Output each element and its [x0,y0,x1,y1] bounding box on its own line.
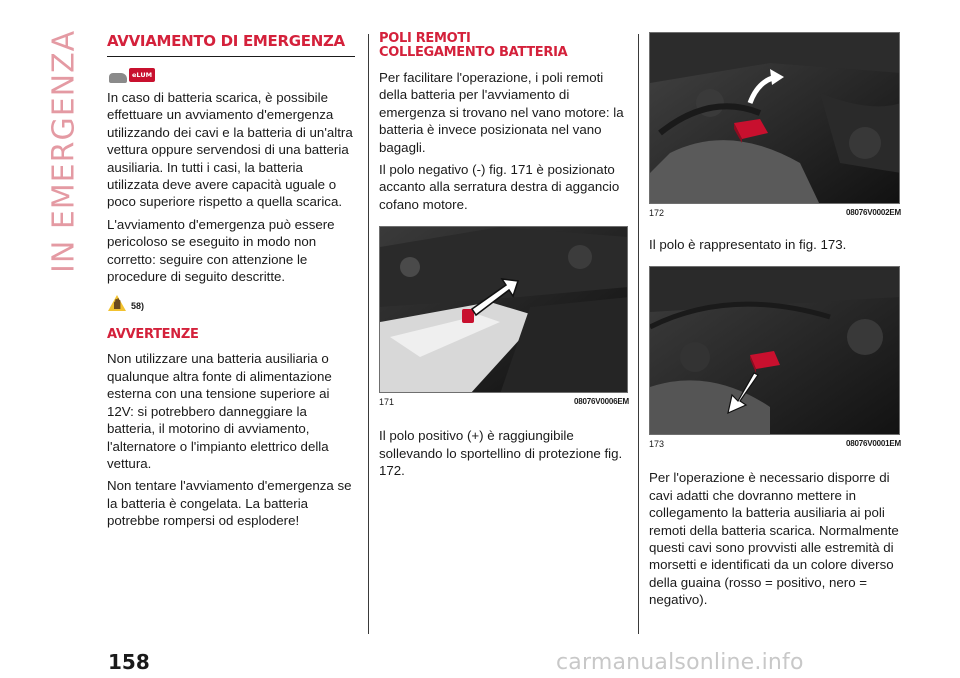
paragraph: Non tentare l'avviamento d'emergenza se la batteria è congelata. La batteria potrebbe rompersi od esplodere! [107,478,352,529]
warning-reference [107,292,357,314]
elum-marker [107,66,357,84]
warnings-heading: AVVERTENZE [107,327,199,343]
figure-caption [649,435,901,449]
column-middle [379,32,629,479]
page-number: 158 [108,650,150,674]
column-divider [368,34,369,634]
section-heading: AVVIAMENTO DI EMERGENZA [107,32,355,57]
paragraph: L'avviamento d'emergenza può essere pericoloso se eseguito in modo non corretto: seguire con attenzione le procedure di seguito descritte. [107,216,335,285]
engine-photo [379,226,628,393]
figure-code: 08076V0002EM [846,208,901,217]
section-side-label: IN EMERGENZA [46,30,82,274]
column-divider [638,34,639,634]
paragraph: Non utilizzare una batteria ausiliaria o qualunque altra fonte di alimentazione esterna con una tensione superiore ai 12V: si potrebbero danneggiare la batteria, il motorino di avviamento, l'alternatore o l'impianto elettrico della vettura. [107,351,332,471]
positive-terminal-cover-illustration [650,33,900,204]
warning-number: 58) [131,301,145,312]
figure-number: 171 [379,397,395,408]
column-right [649,32,901,609]
figure-code: 08076V0006EM [574,397,629,407]
figure-caption [379,393,629,407]
figure-number: 172 [649,208,665,218]
figure-code: 08076V0001EM [846,439,901,449]
warning-hand-icon [107,294,127,312]
engine-photo [649,266,900,435]
figure-173 [649,266,901,449]
watermark: carmanualsonline.info [556,650,804,675]
paragraph: In caso di batteria scarica, è possibile effettuare un avviamento d'emergenza utilizzando dei cavi e la batteria di un'altra vettura oppure servendosi di una batteria ausiliaria. In tutti i casi, la batteria utilizzata deve avere capacità uguale o poco superiore rispetto a quella scarica. [107,90,353,210]
figure-number: 173 [649,439,665,450]
elum-badge: eLUM [129,68,155,82]
paragraph: Il polo negativo (-) fig. 171 è posizionato accanto alla serratura destra di aggancio cofano motore. [379,162,620,212]
engine-photo [649,32,900,204]
positive-terminal-illustration [650,267,900,435]
figure-172 [649,32,901,218]
car-icon [109,73,127,83]
negative-terminal-illustration [380,227,628,393]
paragraph: Per l'operazione è necessario disporre di cavi adatti che dovranno mettere in collegamento la batteria ausiliaria ai poli remoti della batteria scarica. Normalmente questi cavi sono provvisti alle estremità di morsetti e identificati da un colore diverso della guaina (rosso = positivo, nero = negativo). [649,470,899,608]
paragraph: Per facilitare l'operazione, i poli remoti della batteria per l'avviamento di emergenza si trovano nel vano motore: la batteria è invece posizionata nel vano bagagli. [379,70,624,155]
figure-171 [379,226,629,407]
paragraph: Il polo positivo (+) è raggiungibile sollevando lo sportellino di protezione fig. 172. [379,428,623,479]
figure-caption [649,204,901,218]
section-subheading: POLI REMOTI COLLEGAMENTO BATTERIA [379,31,568,60]
paragraph: Il polo è rappresentato in fig. 173. [649,237,847,252]
column-left [107,32,357,530]
